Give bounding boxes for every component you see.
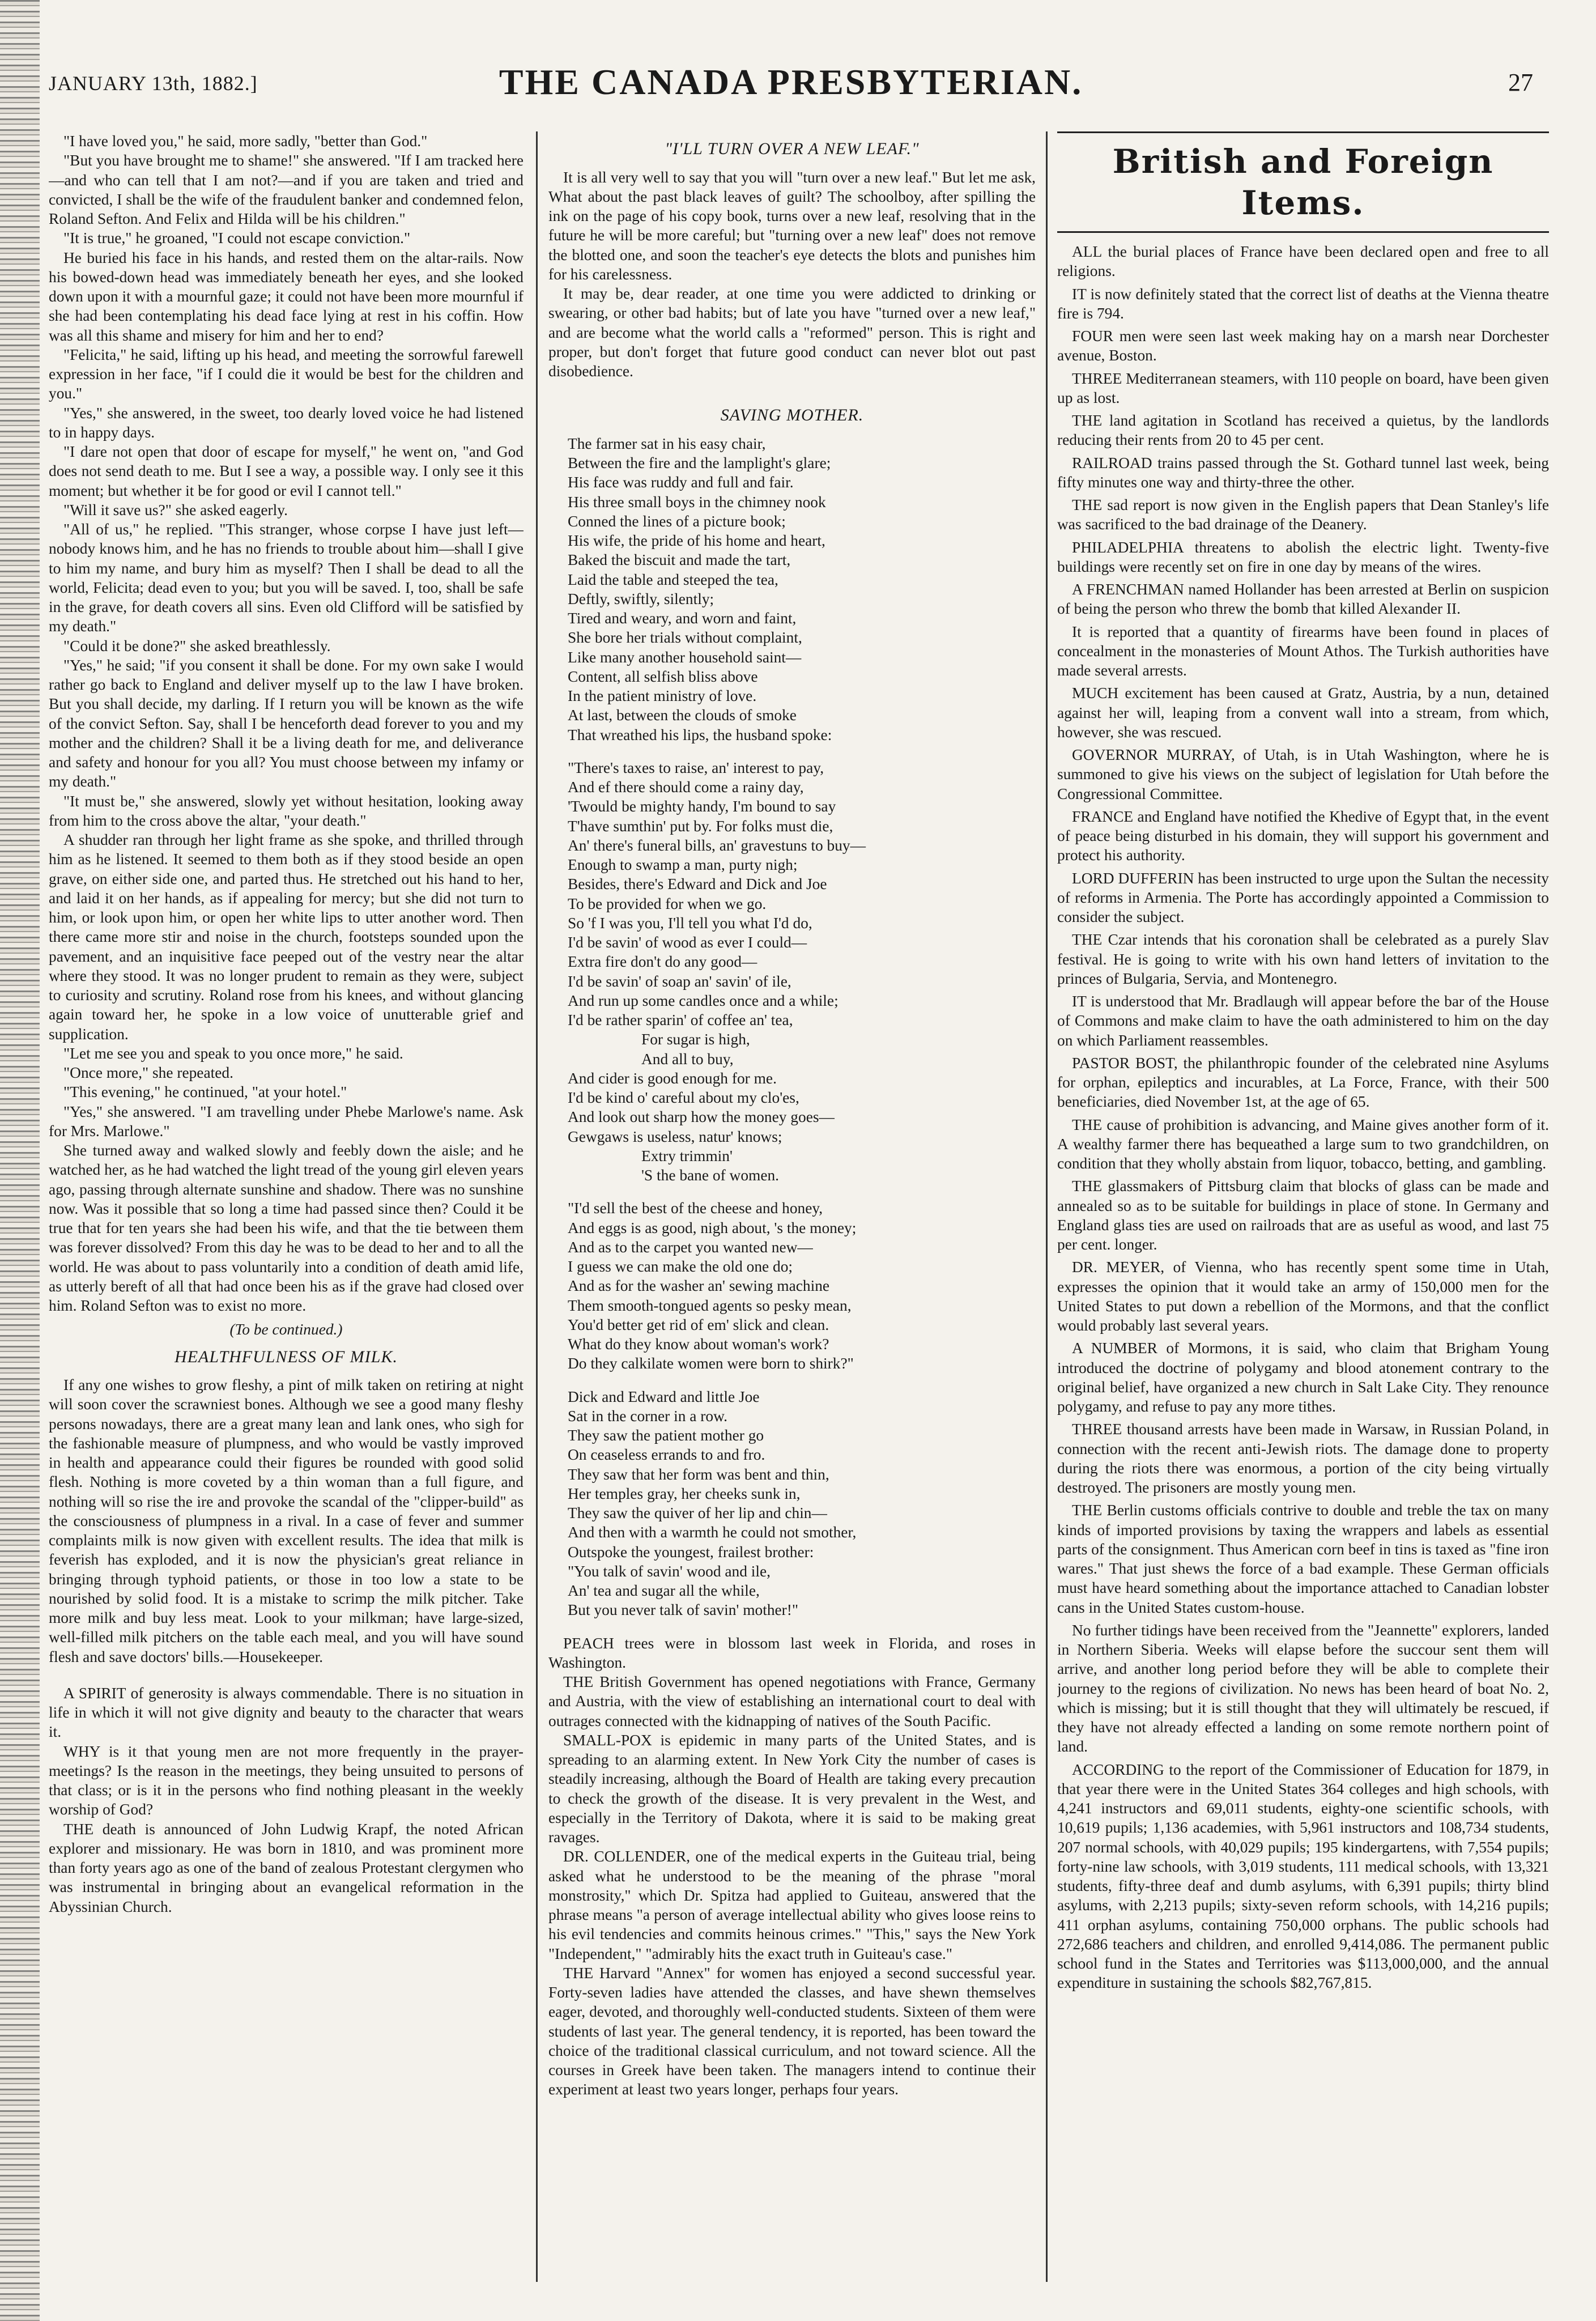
poem-line: Conned the lines of a picture book; xyxy=(568,512,786,530)
poem-line: To be provided for when we go. xyxy=(568,895,767,912)
poem-line: And cider is good enough for me. xyxy=(568,1069,777,1087)
story-paragraph: A shudder ran through her light frame as she spoke, and thrilled through him as he listened. It seemed to them both as if they stood beside an open grave, on either side one, and parted thus. He stretched out his hand to her, and laid it on her hands, as if appealing for mercy; but she did not turn to him, or look upon him, or open her white lips to utter another word. Then there came more stir and noise in the church, footsteps sounded upon the pavement, and an inquisitive face peeped out of the vestry near the altar where they stood. It was no longer prudent to remain as they were, subject to curiosity and scrutiny. Roland rose from his knees, and without glancing again toward her, he spoke in a low voice of unutterable grief and supplication. xyxy=(49,831,524,1043)
poem-line: And then with a warmth he could not smother, xyxy=(568,1524,857,1541)
news-item: PHILADELPHIA threatens to abolish the electric light. Twenty-five buildings were recently set on fire in one day by means of the wires. xyxy=(1057,538,1549,575)
poem-line: And all to buy, xyxy=(641,1050,734,1068)
news-item: RAILROAD trains passed through the St. Gothard tunnel last week, being fifty minutes one way and thirty-three the other. xyxy=(1057,454,1549,491)
poem-line: 'S the bane of women. xyxy=(641,1167,780,1184)
news-item: GOVERNOR MURRAY, of Utah, is in Utah Washington, where he is summoned to give his views on the subject of legislation for Utah before the Congressional Committee. xyxy=(1057,746,1549,802)
poem-line: Enough to swamp a man, purty nigh; xyxy=(568,856,798,873)
poem-line: At last, between the clouds of smoke xyxy=(568,707,797,724)
poem-stanza xyxy=(568,434,1036,745)
poem-line: They saw the patient mother go xyxy=(568,1427,764,1444)
news-item: SMALL-POX is epidemic in many parts of the United States, and is spreading to an alarming extent. In New York City the number of cases is steadily increasing, although the Board of Health are taking every precaution to check the growth of the disease. It is very prevalent in the West, and especially in the Territory of Dakota, where it is said to be making great ravages. xyxy=(548,1731,1036,1846)
poem-line: Outspoke the youngest, frailest brother: xyxy=(568,1543,814,1561)
news-item: It is reported that a quantity of firearms have been found in places of concealment in the monasteries of Mount Athos. The Turkish authorities have made several arrests. xyxy=(1057,623,1549,679)
news-item: THE sad report is now given in the English papers that Dean Stanley's life was sacrificed to the bad drainage of the Deanery. xyxy=(1057,496,1549,533)
story-paragraph: "It is true," he groaned, "I could not escape conviction." xyxy=(63,229,411,247)
poem-line: And look out sharp how the money goes— xyxy=(568,1108,835,1126)
news-item: No further tidings have been received from the "Jeannette" explorers, landed in Northern Siberia. Weeks will elapse before the succour sent them will arrive, and another long period before they will be able to complete their journey to the regions of civilization. No news has been heard of boat No. 2, which is missing; but it is still thought that they will ultimately be rescued, if they have not already effected a landing on some remote northern point of land. xyxy=(1057,1621,1549,1755)
news-item: FRANCE and England have notified the Khedive of Egypt that, in the event of peace being disturbed in his domain, they will support his government and protect his authority. xyxy=(1057,807,1549,864)
story-paragraph: He buried his face in his hands, and rested them on the altar-rails. Now his bowed-down head was immediately beneath her eyes, and she looked down upon it with a mournful gaze; it could not have been more mournful if she had been contemplating his dead face lying at rest in his coffin. How was all this shame and misery for him and her to end? xyxy=(49,249,524,344)
poem-line: Her temples gray, her cheeks sunk in, xyxy=(568,1485,801,1502)
poem-line: "I'd sell the best of the cheese and honey, xyxy=(568,1200,823,1217)
article-paragraph: It may be, dear reader, at one time you were addicted to drinking or swearing, or other bad habits; but of late you have "turned over a new leaf," and are become what the world calls a "reformed" person. This is right and proper, but don't forget that future good conduct can never blot out past disobedience. xyxy=(548,285,1036,380)
column-3 xyxy=(1057,131,1549,2290)
poem-line: 'Twould be mighty handy, I'm bound to say xyxy=(568,798,836,815)
milk-article xyxy=(49,1375,524,1667)
poem-line: I'd be rather sparin' of coffee an' tea, xyxy=(568,1011,793,1028)
news-item: ACCORDING to the report of the Commissioner of Education for 1879, in that year there were in the United States 364 colleges and high schools, with 4,241 instructors and 69,011 students, eighty-one scientific schools, with 10,619 pupils; 1,136 academies, with 5,961 instructors and 108,734 students, 207 normal schools, with 40,029 pupils; 195 kindergartens, with 7,554 pupils; forty-nine law schools, with 3,019 students, 111 medical schools, with 13,321 students, fifty-three deaf and dumb asylums, with 6,391 pupils; thirty blind asylums, with 2,213 pupils; sixty-seven reform schools, with 14,216 pupils; 411 orphan asylums, containing 750,000 orphans. The public schools had 272,686 teachers and children, and enrolled 9,414,086. The permanent public school fund in the States and Territories was $113,000,000, and the annual expenditure in sustaining the schools $82,767,815. xyxy=(1057,1761,1549,1992)
news-item: THE Harvard "Annex" for women has enjoyed a second successful year. Forty-seven ladies have attended the classes, and have shewn themselves eager, devoted, and thoroughly well-conducted students. Sixteen of them were students of last year. The general tendency, it is reported, has been toward the choice of the traditional classical curriculum, and not toward science. All the courses in Greek have been taken. The managers intend to continue their experiment at least two years longer, perhaps four years. xyxy=(548,1964,1036,2098)
news-item: THE land agitation in Scotland has received a quietus, by the landlords reducing their rents from 20 to 45 per cent. xyxy=(1057,412,1549,449)
story-paragraph: She turned away and walked slowly and feebly down the aisle; and he watched her, as he had watched the light tread of the young girl eleven years ago, passing through alternate sunshine and shadow. There was no sunshine now. Was it possible that so long a time had passed since then? Could it be true that for ten years she had been his wife, and that the tie between them was forever dissolved? From this day he was to be dead to her and to all the world. He was about to pass voluntarily into a condition of death amid life, as utterly bereft of all that had once been his as if the grave had closed over him. Roland Sefton was to exist no more. xyxy=(49,1142,524,1314)
news-item: FOUR men were seen last week making hay on a marsh near Dorchester avenue, Boston. xyxy=(1057,328,1549,364)
poem-line: Besides, there's Edward and Dick and Joe xyxy=(568,875,827,893)
news-item: PEACH trees were in blossom last week in Florida, and roses in Washington. xyxy=(548,1634,1036,1671)
column-rule xyxy=(1046,131,1048,2282)
poem-line: That wreathed his lips, the husband spoke: xyxy=(568,726,832,743)
article-paragraph: If any one wishes to grow fleshy, a pint of milk taken on retiring at night will soon cover the scrawniest bones. Although we see a good many fleshy persons nowadays, there are a great many lean and lank ones, who sigh for the fashionable measure of plumpness, and who would be vastly improved in health and appearance could their figures be rounded with good solid flesh. Nothing is more coveted by a thin woman than a full figure, and nothing will so rise the ire and provoke the scandal of the "clipper-build" as the consciousness of plumpness in a rival. In a case of fever and summer complaints milk is now given with excellent results. The idea that milk is feverish has exploded, and it is now the physician's great reliance in bringing through typhoid patients, or those in too low a state to be nourished by solid food. It is a mistake to scrimp the milk pitcher. Take more milk and buy less meat. Look to your milkman; have large-sized, well-filled milk pitchers on the table each meal, and you will have sound flesh and save doctors' bills.—Housekeeper. xyxy=(49,1376,524,1665)
poem-line: And as for the washer an' sewing machine xyxy=(568,1277,830,1295)
poem-line: I guess we can make the old one do; xyxy=(568,1258,793,1275)
poem-line: Gewgaws is useless, natur' knows; xyxy=(568,1128,782,1145)
milk-article-title: HEALTHFULNESS OF MILK. xyxy=(175,1347,398,1366)
to-be-continued: (To be continued.) xyxy=(229,1321,343,1338)
issue-date: JANUARY 13th, 1882.] xyxy=(49,72,258,95)
foreign-items xyxy=(1057,242,1549,1993)
poem-line: On ceaseless errands to and fro. xyxy=(568,1446,765,1464)
misc-notes xyxy=(49,1684,524,1916)
news-item: THE Czar intends that his coronation shall be celebrated as a purely Slav festival. He is going to write with his own hand letters of invitation to the princes of Bulgaria, Servia, and Montenegro. xyxy=(1057,931,1549,987)
poem-line: And ef there should come a rainy day, xyxy=(568,779,804,796)
newspaper-title: THE CANADA PRESBYTERIAN. xyxy=(499,62,1083,102)
poem-line: I'd be savin' of soap an' savin' of ile, xyxy=(568,972,791,990)
story-paragraph: "All of us," he replied. "This stranger, whose corpse I have just left—nobody knows him, and he has no friends to trouble about him—shall I give to him my name, and bury him as myself? Then I shall be dead to all the world, Felicita; dead even to you; but you will be saved. I, too, shall be safe in the grave, for death covers all sins. Even old Clifford will be satisfied by my death." xyxy=(49,521,524,635)
poem-title: SAVING MOTHER. xyxy=(720,406,864,425)
poem-line: And run up some candles once and a while; xyxy=(568,992,839,1009)
story-paragraph: "It must be," she answered, slowly yet without hesitation, looking away from him to the cross above the altar, "your death." xyxy=(49,792,524,829)
poem-line: They saw that her form was bent and thin, xyxy=(568,1465,829,1483)
section-banner: British and Foreign Items. xyxy=(1057,131,1549,233)
news-item: DR. MEYER, of Vienna, who has recently spent some time in Utah, expresses the opinion that it would take an army of 150,000 men for the United States to put down a rebellion of the Mormons, and that the conflict would probably last several years. xyxy=(1057,1259,1549,1334)
poem-line: Between the fire and the lamplight's glare; xyxy=(568,454,831,471)
news-item: THE cause of prohibition is advancing, and Maine gives another form of it. A wealthy farmer there has bequeathed a large sum to two grandchildren, on condition that they wholly abstain from liquor, tobacco, betting, and gambling. xyxy=(1057,1116,1549,1172)
news-item: THE British Government has opened negotiations with France, Germany and Austria, with the view of establishing an international court to deal with outrages connected with the kidnapping of natives of the South Pacific. xyxy=(548,1673,1036,1729)
poem-stanza xyxy=(568,758,1036,1185)
story-paragraph: "I have loved you," he said, more sadly, "better than God." xyxy=(63,133,428,150)
news-item: A NUMBER of Mormons, it is said, who claim that Brigham Young introduced the doctrine of polygamy and blood atonement contrary to the original belief, have organized a new church in Salt Lake City. They renounce polygamy, and refuse to pay any more tithes. xyxy=(1057,1340,1549,1415)
story-paragraph: "Will it save us?" she asked eagerly. xyxy=(63,501,288,518)
poem-line: What do they know about woman's work? xyxy=(568,1336,829,1353)
news-item: THREE thousand arrests have been made in Warsaw, in Russian Poland, in connection with the recent anti-Jewish riots. The damage done to property during the riots there was enormous, a portion of the city being virtually destroyed. The prisoners are mostly young men. xyxy=(1057,1421,1549,1496)
poem-line: An' there's funeral bills, an' gravestuns to buy— xyxy=(568,836,866,854)
poem-line: Do they calkilate women were born to shirk?" xyxy=(568,1355,854,1372)
news-notes xyxy=(548,1634,1036,2099)
new-leaf-title: "I'LL TURN OVER A NEW LEAF." xyxy=(665,139,920,158)
story-paragraph: "Once more," she repeated. xyxy=(63,1064,233,1081)
poem-line: Content, all selfish bliss above xyxy=(568,668,758,685)
poem-line: Baked the biscuit and made the tart, xyxy=(568,551,791,569)
poem-line: But you never talk of savin' mother!" xyxy=(568,1601,799,1619)
column-rule xyxy=(536,131,538,2282)
poem-line: So 'f I was you, I'll tell you what I'd do, xyxy=(568,914,812,932)
poem-line: Sat in the corner in a row. xyxy=(568,1407,727,1425)
poem-line: They saw the quiver of her lip and chin— xyxy=(568,1504,827,1521)
poem-line: Extra fire don't do any good— xyxy=(568,953,757,971)
story-paragraph: "Let me see you and speak to you once more," he said. xyxy=(63,1044,403,1062)
poem-line: Extry trimmin' xyxy=(641,1147,733,1164)
news-item: A FRENCHMAN named Hollander has been arrested at Berlin on suspicion of being the person who threw the bomb that killed Alexander II. xyxy=(1057,581,1549,618)
story-paragraph: "I dare not open that door of escape for myself," he went on, "and God does not send death to me. But I see a way, a possible way. I only see it this moment; but whether it be for good or evil I cannot tell." xyxy=(49,443,524,499)
poem-line: I'd be kind o' careful about my clo'es, xyxy=(568,1089,799,1106)
news-item: LORD DUFFERIN has been instructed to urge upon the Sultan the necessity of reforms in Armenia. The Porte has accordingly appointed a Commission to consider the subject. xyxy=(1057,869,1549,925)
news-item: A SPIRIT of generosity is always commendable. There is no situation in life in which it will not give dignity and beauty to the character that wears it. xyxy=(49,1684,524,1741)
poem-line: His face was ruddy and full and fair. xyxy=(568,474,794,491)
binding-edge xyxy=(0,0,40,2321)
news-item: THE glassmakers of Pittsburg claim that blocks of glass can be made and annealed so as to be suitable for buildings in place of stone. In Germany and England glass ties are used on railroads that are as useful as wood, and last 75 per cent. longer. xyxy=(1057,1177,1549,1253)
poem xyxy=(548,434,1036,1620)
poem-line: Like many another household saint— xyxy=(568,648,802,666)
news-item: THE Berlin customs officials contrive to double and treble the tax on many kinds of imported provisions by taxing the wrappers and labels as essential parts of the consignment. Thus American corn beef in tins is taxed as "fine iron wares." That just shews the force of a bad example. These German officials must have heard something about the importance attached to Canadian lobster cans in the United States custom-house. xyxy=(1057,1502,1549,1616)
poem-line: Laid the table and steeped the tea, xyxy=(568,571,778,588)
story-paragraph: "Could it be done?" she asked breathlessly. xyxy=(63,637,331,654)
poem-line: She bore her trials without complaint, xyxy=(568,629,802,647)
poem-line: "There's taxes to raise, an' interest to pay, xyxy=(568,759,824,776)
story-paragraph: "But you have brought me to shame!" she answered. "If I am tracked here—and who can tell that I am not?—and if you are taken and tried and convicted, I shall be the wife of the fraudulent banker and condemned felon, Roland Sefton. And Felix and Hilda will be his children." xyxy=(49,152,524,227)
poem-line: Them smooth-tongued agents so pesky mean, xyxy=(568,1296,852,1314)
column-1 xyxy=(49,131,524,2290)
page-header xyxy=(49,61,1533,112)
poem-line: The farmer sat in his easy chair, xyxy=(568,435,766,452)
poem-line: Dick and Edward and little Joe xyxy=(568,1388,760,1405)
poem-stanza xyxy=(568,1387,1036,1620)
poem-line: T'have sumthin' put by. For folks must die, xyxy=(568,817,833,835)
story-paragraph: "Yes," she answered, in the sweet, too dearly loved voice he had listened to in happy days. xyxy=(49,404,524,441)
story-paragraph: "Yes," he said; "if you consent it shall be done. For my own sake I would rather go back to England and deliver myself up to the law I have broken. But you shall decide, my darling. If I return you will be known as the wife of the convict Sefton. Say, shall I be henceforth dead forever to you and my mother and the children? Shall it be a living death for me, and deliverance and safety and honour for you all? You must choose between my infamy or my death." xyxy=(49,656,524,790)
poem-line: Tired and weary, and worn and faint, xyxy=(568,610,797,627)
news-item: MUCH excitement has been caused at Gratz, Austria, by a nun, detained against her will, leaping from a convent wall into a stream, from which, however, she was rescued. xyxy=(1057,685,1549,741)
poem-line: And as to the carpet you wanted new— xyxy=(568,1238,813,1256)
poem-line: For sugar is high, xyxy=(641,1031,750,1048)
article-paragraph: It is all very well to say that you will "turn over a new leaf." But let me ask, What about the past black leaves of guilt? The schoolboy, after spilling the ink on the page of his copy book, turns over a new leaf, resolving that in the future he will be more careful; but "turning over a new leaf" does not remove the blotted one, and soon the teacher's eye detects the blots and punishes him for his carelessness. xyxy=(548,168,1036,283)
page-number: 27 xyxy=(1508,69,1533,96)
poem-line: "You talk of savin' wood and ile, xyxy=(568,1562,771,1580)
news-item: THE death is announced of John Ludwig Krapf, the noted African explorer and missionary. He was born in 1810, and was prominent more than forty years ago as one of the band of zealous Protestant clergymen who was instrumental in bringing about an evangelical reformation in the Abyssinian Church. xyxy=(49,1820,524,1915)
poem-stanza xyxy=(568,1198,1036,1373)
new-leaf-article xyxy=(548,168,1036,381)
news-item: IT is now definitely stated that the correct list of deaths at the Vienna theatre fire is 794. xyxy=(1057,285,1549,322)
news-item: PASTOR BOST, the philanthropic founder of the celebrated nine Asylums for orphan, epileptics and incurables, at La Force, France, with their 500 beneficiaries, died November 1st, at the age of 65. xyxy=(1057,1054,1549,1111)
poem-line: Deftly, swiftly, silently; xyxy=(568,590,714,607)
news-item: WHY is it that young men are not more frequently in the prayer-meetings? Is the reason in the meetings, they being unsuited to persons of that class; or is it in the persons who find nothing pleasant in the weekly worship of God? xyxy=(49,1742,524,1818)
news-item: IT is understood that Mr. Bradlaugh will appear before the bar of the House of Commons and make claim to have the oath administered to him on the day on which Parliament reassembles. xyxy=(1057,993,1549,1049)
poem-line: In the patient ministry of love. xyxy=(568,687,757,704)
news-item: ALL the burial places of France have been declared open and free to all religions. xyxy=(1057,243,1549,280)
poem-line: His wife, the pride of his home and heart, xyxy=(568,532,825,549)
story-paragraph: "Felicita," he said, lifting up his head, and meeting the sorrowful farewell expression in her face, "if I could die it would be best for the children and you." xyxy=(49,346,524,402)
story-paragraph: "This evening," he continued, "at your hotel." xyxy=(63,1083,347,1101)
poem-line: His three small boys in the chimney nook xyxy=(568,493,826,511)
news-item: DR. COLLENDER, one of the medical experts in the Guiteau trial, being asked what he understood to be the meaning of the phrase "moral monstrosity," which Dr. Spitza had applied to Guiteau, answered that the phrase means "a person of average intellectual ability who gives loose reins to his evil tendencies and commits heinous crimes." "This," says the New York "Independent," "admirably hits the exact truth in Guiteau's case." xyxy=(548,1848,1036,1962)
column-2 xyxy=(548,131,1036,2290)
story-paragraph: "Yes," she answered. "I am travelling under Phebe Marlowe's name. Ask for Mrs. Marlowe." xyxy=(49,1103,524,1140)
poem-line: I'd be savin' of wood as ever I could— xyxy=(568,934,807,951)
news-item: THREE Mediterranean steamers, with 110 people on board, have been given up as lost. xyxy=(1057,369,1549,406)
poem-line: You'd better get rid of em' slick and clean. xyxy=(568,1316,829,1333)
poem-line: An' tea and sugar all the while, xyxy=(568,1582,760,1599)
poem-line: And eggs is as good, nigh about, 's the money; xyxy=(568,1219,857,1236)
serial-story xyxy=(49,131,524,1315)
